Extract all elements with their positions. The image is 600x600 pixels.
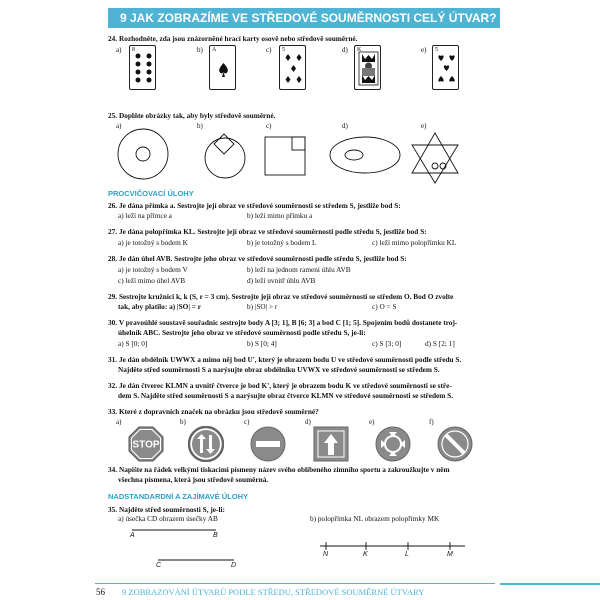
q25-text: 25. Doplňte obrázky tak, aby byly středově souměrné.: [108, 111, 276, 120]
diamond-pips-icon: [280, 46, 307, 91]
card-d-index: K: [357, 47, 362, 53]
end-of-restrictions-sign-icon: [437, 426, 473, 462]
q32-line2: dem S. Najděte střed souměrnosti S a narýsujte obraz čtverce KLMN ve středové souměrnosti se středem S.: [118, 391, 454, 400]
playing-card-a: [129, 45, 156, 90]
q28-d: d) leží uvnitř úhlu AVB: [247, 276, 316, 285]
q25-label-a: a): [116, 122, 122, 130]
q26-b: b) leží mimo přímku a: [247, 211, 313, 220]
q24-label-c: c): [266, 46, 272, 54]
q33-label-d: d): [305, 418, 311, 426]
q25-e-dot-1: [432, 163, 438, 169]
spade-icon: [210, 46, 237, 91]
q33-label-f: f): [429, 418, 434, 426]
q25-a-big-circle: [118, 129, 168, 179]
playing-card-e: [432, 45, 459, 90]
playing-card-d: [354, 45, 381, 90]
q33-text: 33. Které z dopravních značek na obrázku jsou středově souměrné?: [108, 407, 319, 416]
q33-label-e: e): [369, 418, 375, 426]
section-advanced: NADSTANDARDNÍ A ZAJÍMAVÉ ÚLOHY: [108, 492, 248, 501]
heart-pips-icon: [433, 46, 460, 91]
q31-line2: Najděte střed souměrnosti S a narýsujte obraz obdélníku UVWX ve středové souměrnosti se středem S.: [118, 365, 440, 374]
q33-label-b: b): [180, 418, 186, 426]
card-a-index: 8: [132, 47, 135, 53]
point-k: K: [363, 551, 368, 558]
q26-a: a) leží na přímce a: [118, 211, 172, 220]
one-way-sign-icon: [313, 426, 349, 462]
q24-label-b: b): [197, 46, 203, 54]
stop-sign-icon: [128, 426, 164, 462]
q35-b: b) polopřímka NL obrazem polopřímky MK: [310, 514, 440, 523]
q25-label-e: e): [421, 122, 427, 130]
q25-b-square: [214, 134, 234, 154]
q24-text: 24. Rozhodněte, zda jsou znázorněné hrací karty osově nebo středově souměrné.: [108, 34, 358, 43]
q24-label-d: d): [342, 46, 348, 54]
point-d: D: [231, 562, 237, 569]
no-entry-sign-icon: [250, 426, 286, 462]
q33-label-c: c): [244, 418, 250, 426]
stop-sign-text: STOP: [132, 439, 160, 451]
point-b: B: [213, 532, 218, 539]
two-way-traffic-sign-icon: [188, 426, 224, 462]
playing-card-c: [279, 45, 306, 90]
q25-e-triangle-down: [412, 145, 458, 183]
q31-line1: 31. Je dán obdélník UWWX a mimo něj bod U', který je obrazem bodu U ve středové souměrnosti podle středu S.: [108, 355, 462, 364]
q30-line1: 30. V pravoúhlé soustavě souřadnic sestrojte body A [3; 1], B [6; 3] a bod C [1; 5]. Spojením bodů dostanete troj-: [108, 318, 458, 327]
q35-diagram: [110, 525, 480, 575]
card-b-index: A: [212, 47, 217, 53]
q27-c: c) leží mimo polopřímku KL: [372, 238, 457, 247]
q30-line2: úhelník ABC. Sestrojte jeho obraz ve středové souměrnosti podle středu S, je-li:: [118, 328, 366, 337]
roundabout-sign-icon: [375, 426, 411, 462]
q24-label-a: a): [116, 46, 122, 54]
page-number: 56: [96, 587, 105, 597]
q29-b: b) |SO| > r: [247, 302, 278, 311]
q27-b: b) je totožný s bodem L: [247, 238, 317, 247]
q34-line1: 34. Napište na řádek velkými tiskacími písmeny název svého oblíbeného zimního sportu a zakroužkujte v něm: [108, 465, 450, 474]
q27-a: a) je totožný s bodem K: [118, 238, 188, 247]
q35-text: 35. Najděte střed souměrnosti S, je-li:: [108, 505, 225, 514]
q25-label-c: c): [266, 122, 272, 130]
q27-text: 27. Je dána polopřímka KL. Sestrojte její obraz ve středové souměrnosti podle středu S, jestliže bod S:: [108, 227, 427, 236]
q34-line2: všechna písmena, která jsou středově souměrná.: [118, 475, 269, 484]
q33-label-a: a): [116, 418, 122, 426]
q25-d-small-ellipse: [345, 150, 363, 160]
section-practice: PROCVIČOVACÍ ÚLOHY: [108, 189, 194, 198]
q25-e-triangle-up: [412, 133, 458, 173]
q25-figures: [110, 125, 490, 185]
q28-text: 28. Je dán úhel AVB. Sestrojte jeho obraz ve středové souměrnosti podle středu S, jestliže bod S:: [108, 254, 407, 263]
q24-label-e: e): [421, 46, 427, 54]
q25-b-circle: [205, 138, 245, 178]
q25-label-b: b): [197, 122, 203, 130]
q29-c: c) O = S: [372, 302, 397, 311]
q30-a: a) S [0; 0]: [118, 339, 148, 348]
point-a: A: [130, 532, 135, 539]
card-e-index: 5: [435, 47, 438, 53]
footer-accent: [500, 583, 600, 585]
chapter-header: 9 JAK ZOBRAZÍME VE STŘEDOVÉ SOUMĚRNOSTI CELÝ ÚTVAR?: [108, 8, 500, 28]
footer-chapter-title: 9 ZOBRAZOVÁNÍ ÚTVARŮ PODLE STŘEDU, STŘEDOVÉ SOUMĚRNÉ ÚTVARY: [122, 587, 425, 597]
q28-a: a) je totožný s bodem V: [118, 265, 188, 274]
q30-b: b) S [0; 4]: [247, 339, 277, 348]
q25-d-ellipse: [330, 137, 400, 173]
clubs-pips-icon: [130, 46, 157, 91]
card-c-index: 5: [282, 47, 285, 53]
q28-b: b) leží na jednom rameni úhlu AVB: [247, 265, 351, 274]
point-m: M: [447, 551, 453, 558]
q35-a: a) úsečka CD obrazem úsečky AB: [118, 514, 218, 523]
q29-line2: tak, aby platilo: a) |SO| = r: [118, 302, 201, 311]
q25-label-d: d): [342, 122, 348, 130]
footer-rule: [95, 583, 495, 584]
king-face-icon: [355, 46, 382, 91]
playing-card-b: [209, 45, 236, 90]
q29-line1: 29. Sestrojte kružnici k, k (S, r = 3 cm). Sestrojte její obraz ve středové souměrnosti se středem O. Bod O zvolte: [108, 292, 454, 301]
q30-c: c) S [3; 0]: [372, 339, 402, 348]
q25-c-corner: [292, 137, 305, 150]
point-n: N: [323, 551, 329, 558]
q25-a-small-circle: [136, 147, 150, 161]
q25-c-square: [265, 137, 305, 175]
q26-text: 26. Je dána přímka a. Sestrojte její obraz ve středové souměrnosti se středem S, jestliže bod S:: [108, 201, 401, 210]
q30-d: d) S [2; 1]: [425, 339, 455, 348]
q32-line1: 32. Je dán čtverec KLMN a uvnitř čtverce je bod K', který je obrazem bodu K ve středové souměrnosti se stře-: [108, 381, 452, 390]
q28-c: c) leží mimo úhel AVB: [118, 276, 186, 285]
point-c: C: [156, 562, 162, 569]
point-l: L: [405, 551, 409, 558]
